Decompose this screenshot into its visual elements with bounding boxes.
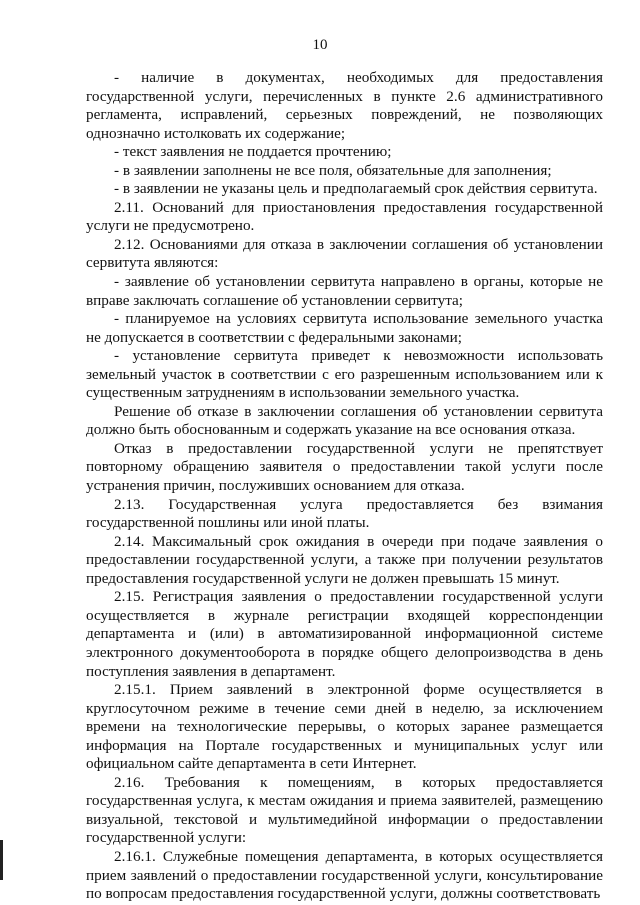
paragraph: Решение об отказе в заключении соглашения об установлении сервитута должно быть обоснованным и содержать указание на все основания отказа. — [86, 402, 603, 439]
paragraph: 2.11. Оснований для приостановления предоставления государственной услуги не предусмотрено. — [86, 198, 603, 235]
paragraph: Отказ в предоставлении государственной услуги не препятствует повторному обращению заявителя о предоставлении такой услуги после устранения причин, послуживших основанием для отказа. — [86, 439, 603, 495]
paragraph: - заявление об установлении сервитута направлено в органы, которые не вправе заключать соглашение об установлении сервитута; — [86, 273, 603, 309]
page-number: 10 — [312, 37, 328, 53]
paragraph: - наличие в документах, необходимых для предоставления государственной услуги, перечисленных в пункте 2.6 административного регламента, исправлений, серьезных повреждений, не позволяющих однозначно истолковать их содержание; — [86, 69, 603, 142]
paragraph: - в заявлении не указаны цель и предполагаемый срок действия сервитута. — [114, 180, 598, 198]
document-body — [86, 69, 603, 904]
paragraph: 2.13. Государственная услуга предоставляется без взимания государственной пошлины или иной платы. — [86, 495, 603, 532]
paragraph: - текст заявления не поддается прочтению; — [114, 143, 392, 161]
paragraph: 2.12. Основаниями для отказа в заключении соглашения об установлении сервитута являются: — [86, 235, 603, 272]
paragraph: 2.15.1. Прием заявлений в электронной форме осуществляется в круглосуточном режиме в течение семи дней в неделю, за исключением времени на технологические перерывы, о которых заранее размещается информация на Портале государственных и муниципальных услуг или официальном сайте департамента в сети Интернет. — [86, 681, 603, 773]
scan-edge-mark — [0, 840, 3, 880]
paragraph: - установление сервитута приведет к невозможности использовать земельный участок в соответствии с его разрешенным использованием или к существенным затруднениям в использовании земельного участка. — [86, 347, 603, 402]
paragraph: 2.16. Требования к помещениям, в которых предоставляется государственная услуга, к местам ожидания и приема заявителей, размещению визуальной, текстовой и мультимедийной информации о предоставлении государственной услуги: — [86, 773, 603, 847]
paragraph: 2.14. Максимальный срок ожидания в очереди при подаче заявления о предоставлении государственной услуги, а также при получении результатов предоставления государственной услуги не должен превышать 15 минут. — [86, 532, 603, 587]
paragraph: 2.16.1. Служебные помещения департамента, в которых осуществляется прием заявлений о предоставлении государственной услуги, консультирование по вопросам предоставления государственной услуги, должны соответствовать — [86, 847, 603, 903]
paragraph: - планируемое на условиях сервитута использование земельного участка не допускается в соответствии с федеральными законами; — [86, 310, 603, 346]
paragraph: - в заявлении заполнены не все поля, обязательные для заполнения; — [114, 161, 552, 179]
paragraph: 2.15. Регистрация заявления о предоставлении государственной услуги осуществляется в журнале регистрации входящей корреспонденции департамента и (или) в автоматизированной информационной системе электронного документооборота в порядке общего делопроизводства в день поступления заявления в департамент. — [86, 588, 603, 680]
